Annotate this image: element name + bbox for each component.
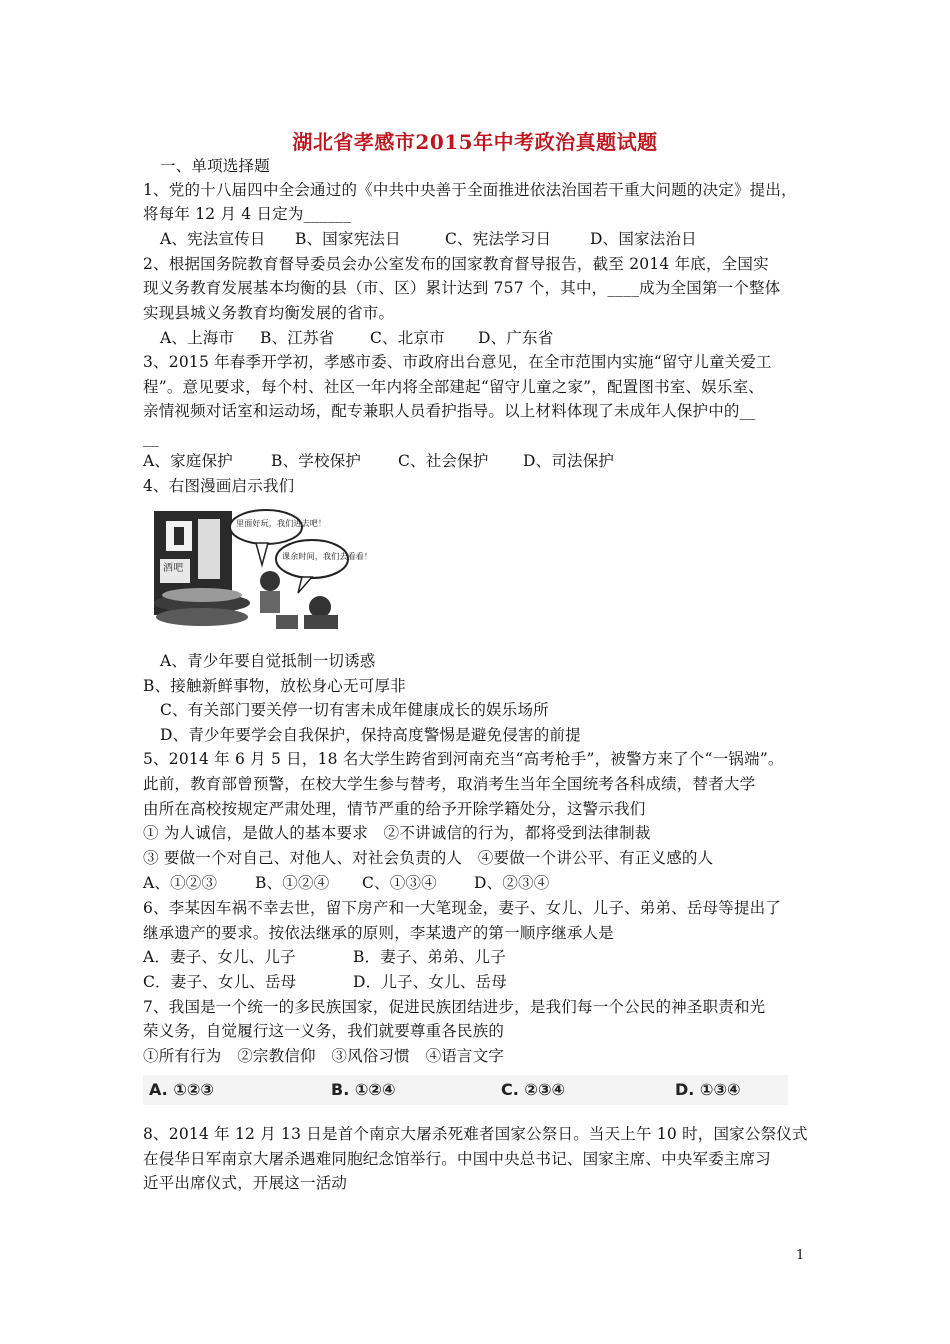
q7-options-image xyxy=(143,1075,788,1105)
q3-option-b: B、学校保护 xyxy=(271,452,362,470)
page-title: 湖北省孝感市2015年中考政治真题试题 xyxy=(292,130,658,154)
q1-options xyxy=(160,229,697,249)
q2-line2: 现义务教育发展基本均衡的县（市、区）累计达到 757 个，其中，____成为全国第一个整体 xyxy=(143,279,781,297)
q4-line1: 4、右图漫画启示我们 xyxy=(143,477,295,495)
q8-line2: 在侵华日军南京大屠杀遇难同胞纪念馆举行。中国中央总书记、国家主席、中央军委主席习 xyxy=(143,1150,772,1168)
q2-options xyxy=(160,328,553,348)
q1-line2: 将每年 12 月 4 日定为______ xyxy=(143,205,352,223)
q5-line3: 由所在高校按规定严肃处理，情节严重的给予开除学籍处分，这警示我们 xyxy=(143,800,646,818)
q6-options-row2 xyxy=(143,972,507,992)
q7-option-b: B. ①②④ xyxy=(331,1080,396,1099)
q5-line1: 5、2014 年 6 月 5 日，18 名大学生跨省到河南充当“高考枪手”，被警方来了个“一锅端”。 xyxy=(143,750,784,768)
section-heading: 一、单项选择题 xyxy=(160,157,270,175)
q1-option-d: D、国家法治日 xyxy=(590,230,697,248)
q5-option-a: A、①②③ xyxy=(143,874,218,892)
q3-options xyxy=(143,451,614,471)
q4-option-c: C、有关部门要关停一切有害未成年健康成长的娱乐场所 xyxy=(160,701,549,719)
q3-option-a: A、家庭保护 xyxy=(143,452,233,470)
q2-option-c: C、北京市 xyxy=(370,329,445,347)
q1-option-c: C、宪法学习日 xyxy=(445,230,552,248)
cartoon-sign: 酒吧 xyxy=(163,563,184,574)
q3-line1: 3、2015 年春季开学初，孝感市委、市政府出台意见，在全市范围内实施“留守儿童关爱工 xyxy=(143,353,772,371)
q6-option-b: B．妻子、弟弟、儿子 xyxy=(353,948,506,966)
q6-line1: 6、李某因车祸不幸去世，留下房产和一大笔现金，妻子、女儿、儿子、弟弟、岳母等提出了 xyxy=(143,899,782,917)
q5-option-d: D、②③④ xyxy=(474,874,550,892)
q5-line2: 此前，教育部曾预警，在校大学生参与替考，取消考生当年全国统考各科成绩，替者大学 xyxy=(143,775,756,793)
q8-line1: 8、2014 年 12 月 13 日是首个南京大屠杀死难者国家公祭日。当天上午 10 时，国家公祭仪式 xyxy=(143,1125,808,1143)
q2-line1: 2、根据国务院教育督导委员会办公室发布的国家教育督导报告，截至 2014 年底，全国实 xyxy=(143,255,769,273)
q3-option-c: C、社会保护 xyxy=(398,452,489,470)
q2-option-a: A、上海市 xyxy=(160,329,235,347)
q6-option-d: D．儿子、女儿、岳母 xyxy=(353,973,507,991)
q1-line1: 1、党的十八届四中全会通过的《中共中央善于全面推进依法治国若干重大问题的决定》提出， xyxy=(143,181,797,199)
q8-line3: 近平出席仪式，开展这一活动 xyxy=(143,1174,348,1192)
q3-line4: __ xyxy=(143,429,159,447)
q6-option-a: A．妻子、女儿、儿子 xyxy=(143,948,296,966)
q4-option-d: D、青少年要学会自我保护，保持高度警惕是避免侵害的前提 xyxy=(160,726,581,744)
page-number: 1 xyxy=(796,1248,805,1263)
q2-option-b: B、江苏省 xyxy=(260,329,335,347)
q7-line2: 荣义务，自觉履行这一义务，我们就要尊重各民族的 xyxy=(143,1022,505,1040)
q3-option-d: D、司法保护 xyxy=(523,452,615,470)
q5-option-c: C、①③④ xyxy=(362,874,437,892)
q5-option-b: B、①②④ xyxy=(255,874,330,892)
q1-option-a: A、宪法宣传日 xyxy=(160,230,266,248)
q5-item2: ③ 要做一个对自己、对他人、对社会负责的人 ④要做一个讲公平、有正义感的人 xyxy=(143,849,714,867)
cartoon-bubble-1: 里面好玩，我们进去吧！ xyxy=(236,519,327,528)
q5-options xyxy=(143,873,549,893)
q3-line2: 程”。意见要求，每个村、社区一年内将全部建起“留守儿童之家”，配置图书室、娱乐室、 xyxy=(143,378,764,396)
q7-option-d: D. ①③④ xyxy=(675,1080,741,1099)
cartoon-bubble-2: 课余时间，我们去看看！ xyxy=(282,552,373,561)
q5-item1: ① 为人诚信，是做人的基本要求 ②不讲诚信的行为，都将受到法律制裁 xyxy=(143,824,651,842)
q1-option-b: B、国家宪法日 xyxy=(295,230,401,248)
q2-line3: 实现县城义务教育均衡发展的省市。 xyxy=(143,304,395,322)
q7-option-a: A. ①②③ xyxy=(149,1080,214,1099)
q2-option-d: D、广东省 xyxy=(478,329,554,347)
q7-option-c: C. ②③④ xyxy=(501,1080,566,1099)
q7-items: ①所有行为 ②宗教信仰 ③风俗习惯 ④语言文字 xyxy=(143,1047,505,1065)
q7-line1: 7、我国是一个统一的多民族国家，促进民族团结进步，是我们每一个公民的神圣职责和光 xyxy=(143,998,766,1016)
q6-line2: 继承遗产的要求。按依法继承的原则，李某遗产的第一顺序继承人是 xyxy=(143,924,615,942)
q4-option-a: A、青少年要自觉抵制一切诱惑 xyxy=(160,652,376,670)
q4-option-b: B、接触新鲜事物，放松身心无可厚非 xyxy=(143,677,406,695)
q6-options-row1 xyxy=(143,947,506,967)
q6-option-c: C．妻子、女儿、岳母 xyxy=(143,973,297,991)
q3-line3: 亲情视频对话室和运动场，配专兼职人员看护指导。以上材料体现了未成年人保护中的__ xyxy=(143,402,756,420)
